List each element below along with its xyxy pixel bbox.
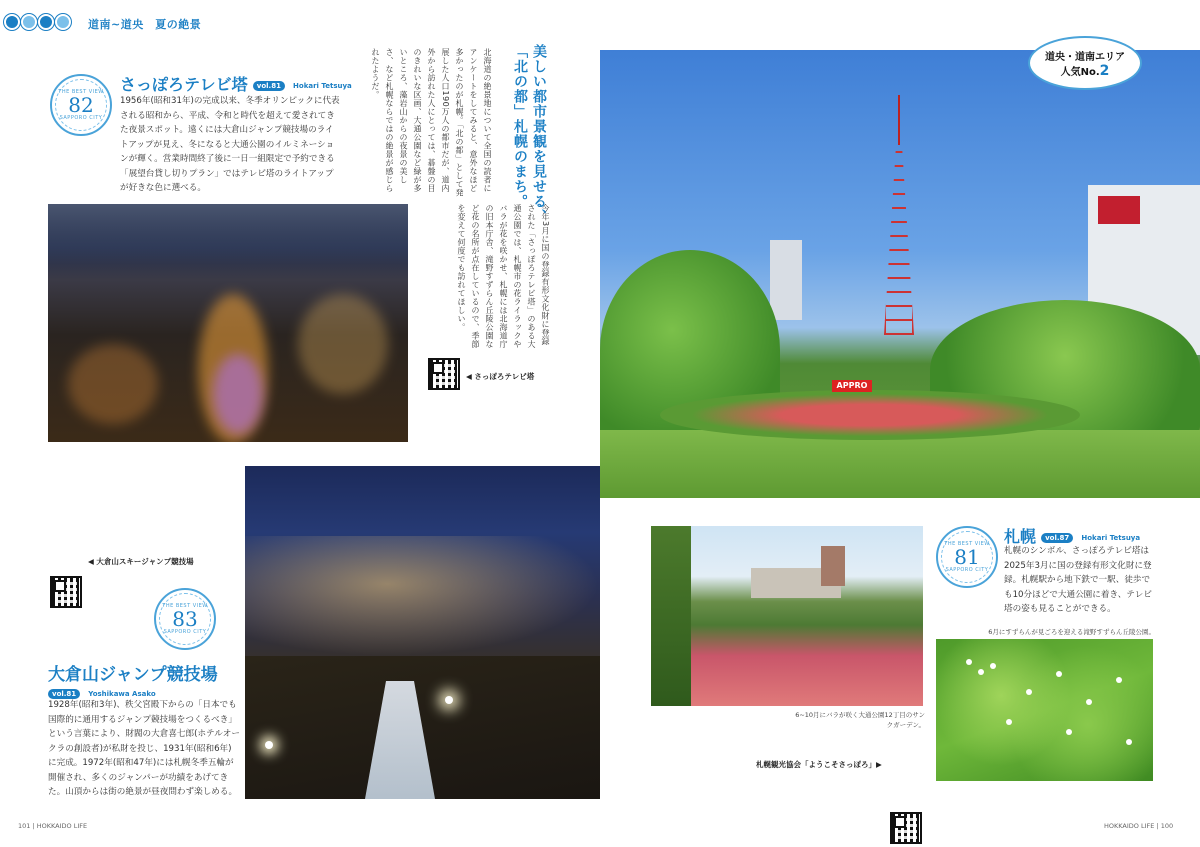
floodlight [265,741,273,749]
magazine-name: HOKKAIDO LIFE [36,822,88,830]
lawn [600,430,1200,498]
photo-sunk-garden-roses [651,526,923,706]
badge-number: 81 [954,545,980,569]
spot-title-83: 大倉山ジャンプ競技場 [48,665,218,685]
flower-bed [660,390,1080,440]
photo-tv-tower-night-view [48,204,408,442]
section-marker-dots [4,14,71,30]
circle-icon [38,14,54,30]
page-number: 100 [1160,822,1174,830]
spot-heading-82 [120,72,352,95]
building [821,546,845,586]
photo-odori-park-tv-tower [600,50,1200,498]
circle-icon [4,14,20,30]
badge-bottom-text: SAPPORO CITY [163,629,207,635]
cloud-layer [48,204,408,264]
city-lights [245,536,600,656]
spot-description-81: 札幌のシンボル、さっぽろテレビ塔は2025年3月に国の登録有形文化財に登録。札幌駅から地下鉄で一駅、徒歩でも10分ほどで大通公園に着き、テレビ塔の姿も見ることができる。 [1004,546,1152,614]
billboard [1098,196,1140,224]
feature-body: 今年3月に国の登録有形文化財に登録された「さっぽろテレビ塔」のある大通公園では、札幌市の花ライラックやバラが花を咲かせ、札幌には北海道庁の旧本庁舎、滝野すずらん丘陵公園など花の名所が点在しているので、季節を変えて何度でも訪れてほしい。 [457,204,550,349]
author-name: Yoshikawa Asako [88,689,156,698]
photo-lily-of-the-valley [936,639,1153,781]
park-sign: APPRO [832,380,872,392]
qr-label-tower: ◀ さっぽろテレビ塔 [466,372,535,381]
tower-antenna [898,95,900,145]
author-name: Hokari Tetsuya [293,81,352,90]
badge-number: 83 [172,607,198,631]
spot-title: 札幌 [1004,527,1037,546]
spot-description-83: 1928年(昭和3年)、秩父宮殿下からの「日本でも国際的に通用するジャンプ競技場をつくるべき」という言葉により、財閥の大倉喜七郎(ホテルオークラの創設者)が私財を投じ、1931年(昭和6年)に完成。1972年(昭和47年)には札幌冬季五輪が開催され、多くのジャンパーが功績をあげてきた。山頂からは街の絶景が昼夜問わず楽しめる。 [48,700,240,797]
lily-flowers [966,659,972,665]
vol-badge: vol.87 [1041,533,1073,543]
badge-top-text: THE BEST VIEW [58,89,104,95]
qr-label-jump: ◀ 大倉山スキージャンプ競技場 [88,557,194,566]
badge-number: 82 [68,93,94,117]
spot-description-82: 1956年(昭和31年)の完成以来、冬季オリンピックに代表される昭和から、平成、令和と時代を超えて愛されてきた夜景スポット。遠くには大倉山ジャンプ競技場のライトアップが見え、冬になると大通公園のイルミネーションが輝く。営業時間終了後に一日一組限定で予約できる「展望台貸し切りプラン」ではテレビ塔のライトアップが好きな色に選べる。 [120,96,340,193]
rank-badge-81 [936,526,998,588]
rank-badge-82 [50,74,112,136]
badge-top-text: THE BEST VIEW [162,603,208,609]
circle-icon [21,14,37,30]
caption-rose: 6~10月にバラが咲く大通公園12丁目のサンクガーデン。 [795,711,925,729]
footer-left: 101 | HOKKAIDO LIFE [18,822,88,830]
building [770,240,802,320]
bubble-area: 道央・道南エリア [1045,51,1125,63]
qr-code-jump[interactable] [50,576,82,608]
spot-title: さっぽろテレビ塔 [120,75,248,94]
qr-label-welcome: 札幌観光協会「ようこそさっぽろ」▶ [756,760,882,769]
caption-lily: 6月にすずらんが見ごろを迎える滝野すずらん丘陵公園。 [988,628,1155,636]
tree [651,526,691,706]
popularity-bubble [1028,36,1142,90]
footer-right: HOKKAIDO LIFE | 100 [1104,822,1174,830]
photo-okurayama-night-view [245,466,600,799]
author-name: Hokari Tetsuya [1081,533,1141,542]
qr-code-welcome[interactable] [890,812,922,844]
feature-headline: 美しい都市景観を見せる、「北の都」札幌のまち。 [512,44,547,224]
badge-bottom-text: SAPPORO CITY [59,115,103,121]
tv-tower-structure [884,145,914,335]
bubble-rank [1061,63,1110,79]
vol-badge: vol.81 [253,81,285,91]
badge-bottom-text: SAPPORO CITY [945,567,989,573]
section-title: 道南~道央 夏の絶景 [88,18,202,31]
bubble-rank-prefix: 人気No. [1060,66,1100,78]
qr-code-tower[interactable] [428,358,460,390]
floodlight [445,696,453,704]
bubble-rank-number: 2 [1099,62,1110,79]
badge-top-text: THE BEST VIEW [944,541,990,547]
vol-badge: vol.81 [48,689,80,699]
page-number: 101 [18,822,31,830]
magazine-name: HOKKAIDO LIFE [1104,822,1155,830]
feature-intro: 北海道の絶景地について全国の読者にアンケートをしてみると、意外なほど多かったのが札幌。「北の都」として発展した人口190万人の都市だが、道内外から訪れた人にとっては、碁盤の目のきれいな区画、大通公園など緑が多いところ、藻岩山からの夜景の美しさ、など札幌ならではの絶景が感じられたようだ。 [371,48,492,197]
circle-icon [55,14,71,30]
rank-badge-83 [154,588,216,650]
